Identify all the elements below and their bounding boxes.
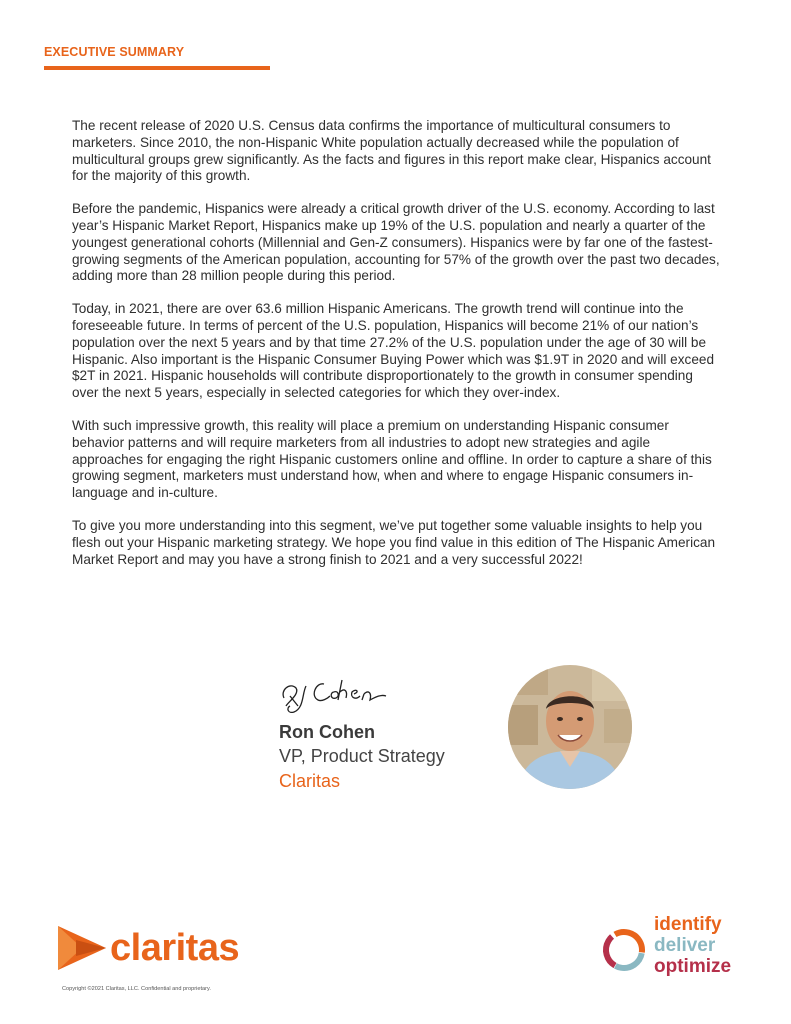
paragraph-1: The recent release of 2020 U.S. Census data confirms the importance of multicultural consumers to marketers. Since 2010, the non-Hispanic White population actually decreased while the population of multicultural groups grew significantly. As the facts and figures in this report make clear, Hispanics account for the majority of this growth. <box>72 118 711 184</box>
paragraph-5: To give you more understanding into this segment, we’ve put together some valuable insights to help you flesh out your Hispanic marketing strategy. We hope you find value in this edition of The Hispanic American Market Report and may you have a strong finish to 2021 and a very successful 2022! <box>72 517 716 567</box>
header-rule <box>44 66 270 70</box>
summary-body <box>72 118 722 584</box>
tagline-deliver: deliver <box>654 935 716 956</box>
paragraph-3: Today, in 2021, there are over 63.6 million Hispanic Americans. The growth trend will continue into the foreseeable future. In terms of percent of the U.S. population, Hispanics will become 21% of our nation’s population over the next 5 years and by that time 27.2% of the U.S. population under the age of 30 will be Hispanic. Also important is the Hispanic Consumer Buying Power which was $1.9T in 2020 and will exceed $2T in 2021. Hispanic households will contribute disproportionately to the growth in consumer spending over the next 5 years, especially in selected categories for which they over-index. <box>72 301 714 401</box>
signer-title: VP, Product Strategy <box>279 746 445 766</box>
tagline <box>654 914 731 977</box>
paragraph-4: With such impressive growth, this reality will place a premium on understanding Hispanic consumer behavior patterns and will require marketers from all industries to adopt new strategies and agile approaches for engaging the right Hispanic customers online and offline. In order to capture a share of this growing segment, marketers must understand how, when and where to engage Hispanic consumers in-language and in-culture. <box>72 417 712 501</box>
section-header <box>44 45 184 59</box>
copyright-notice: Copyright ©2021 Claritas, LLC. Confidential and proprietary. <box>62 986 211 992</box>
handwritten-signature <box>276 668 401 722</box>
headshot-photo <box>508 665 632 789</box>
claritas-logo-text: claritas <box>110 927 240 969</box>
signer-company: Claritas <box>279 771 341 791</box>
signer-name: Ron Cohen <box>279 722 375 742</box>
tagline-identify: identify <box>654 914 722 935</box>
section-title: EXECUTIVE SUMMARY <box>44 45 185 59</box>
paragraph-2: Before the pandemic, Hispanics were already a critical growth driver of the U.S. economy. According to last year’s Hispanic Market Report, Hispanics make up 19% of the U.S. population and nearly a quarter of the youngest generational cohorts (Millennial and Gen-Z consumers). Hispanics were by far one of the fastest-growing segments of the American population, accounting for 57% of the growth over the past two decades, adding more than 28 million people during this period. <box>72 201 720 284</box>
tagline-optimize: optimize <box>654 956 732 977</box>
tagline-ring-icon <box>600 926 648 974</box>
